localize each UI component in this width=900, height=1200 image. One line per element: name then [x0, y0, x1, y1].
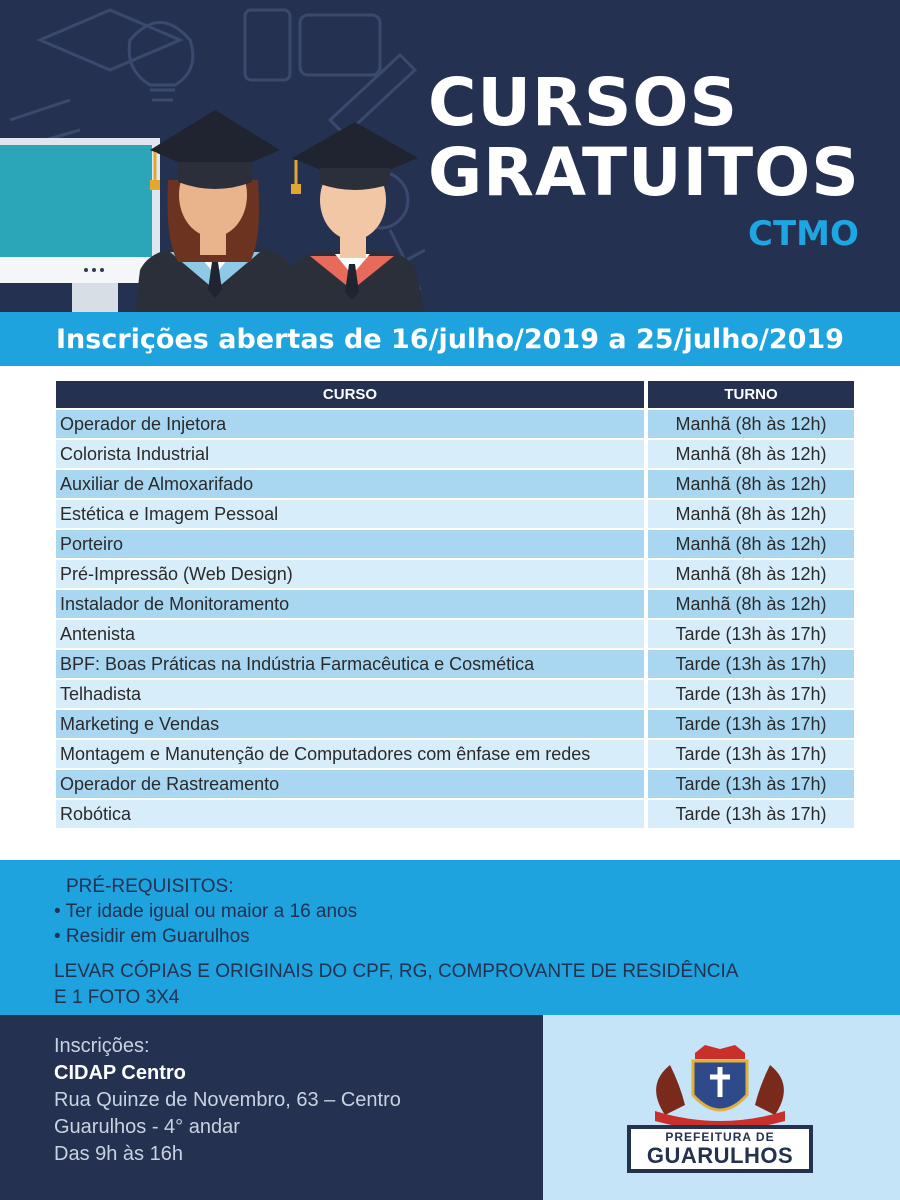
monitor-icon	[0, 138, 160, 312]
table-row	[56, 528, 854, 558]
course-name-cell: BPF: Boas Práticas na Indústria Farmacêutica e Cosmética	[56, 648, 644, 678]
table-body	[56, 408, 854, 828]
shift-cell: Tarde (13h às 17h)	[648, 678, 854, 708]
mortarboard-doodle-icon	[40, 10, 180, 70]
registration-banner	[0, 312, 900, 366]
course-name-cell: Colorista Industrial	[56, 438, 644, 468]
title-line-1: CURSOS	[428, 64, 739, 141]
registration-place: CIDAP Centro	[54, 1062, 186, 1084]
shift-cell: Manhã (8h às 12h)	[648, 558, 854, 588]
shift-cell: Manhã (8h às 12h)	[648, 438, 854, 468]
registration-label: Inscrições:	[54, 1035, 150, 1057]
shift-cell: Tarde (13h às 17h)	[648, 738, 854, 768]
shift-cell: Tarde (13h às 17h)	[648, 708, 854, 738]
course-name-cell: Operador de Rastreamento	[56, 768, 644, 798]
table-header	[56, 381, 854, 408]
prerequisite-item: • Ter idade igual ou maior a 16 anos	[54, 901, 358, 922]
opening-hours: Das 9h às 16h	[54, 1143, 183, 1165]
address-line-1: Rua Quinze de Novembro, 63 – Centro	[54, 1089, 401, 1111]
shift-cell: Tarde (13h às 17h)	[648, 618, 854, 648]
address-line-2: Guarulhos - 4° andar	[54, 1116, 240, 1138]
footer	[0, 1015, 900, 1200]
course-name-cell: Auxiliar de Almoxarifado	[56, 468, 644, 498]
table-row	[56, 798, 854, 828]
lightbulb-base-doodle-icon	[150, 90, 175, 100]
course-name-cell: Estética e Imagem Pessoal	[56, 498, 644, 528]
prerequisites-heading: PRÉ-REQUISITOS:	[66, 876, 234, 897]
course-name-cell: Montagem e Manutenção de Computadores com ênfase em redes	[56, 738, 644, 768]
course-name-cell: Robótica	[56, 798, 644, 828]
course-name-cell: Antenista	[56, 618, 644, 648]
header	[0, 0, 900, 312]
subtitle-ctmo: CTMO	[748, 214, 859, 254]
shift-cell: Tarde (13h às 17h)	[648, 648, 854, 678]
courses-section	[0, 366, 900, 860]
table-row	[56, 438, 854, 468]
course-name-cell: Pré-Impressão (Web Design)	[56, 558, 644, 588]
logo-panel	[543, 1015, 900, 1200]
table-row	[56, 678, 854, 708]
pencil-doodle-icon	[330, 55, 415, 135]
registration-period-text: Inscrições abertas de 16/julho/2019 a 25/julho/2019	[56, 323, 844, 355]
title-line-2: GRATUITOS	[428, 134, 860, 211]
shift-cell: Manhã (8h às 12h)	[648, 468, 854, 498]
course-name-cell: Instalador de Monitoramento	[56, 588, 644, 618]
shift-cell: Manhã (8h às 12h)	[648, 408, 854, 438]
registration-info	[54, 1033, 401, 1168]
table-row	[56, 648, 854, 678]
prerequisites-section	[0, 860, 900, 1015]
bag-doodle-icon	[300, 15, 380, 75]
table-row	[56, 768, 854, 798]
column-header-curso: CURSO	[56, 381, 644, 408]
table-row	[56, 738, 854, 768]
table-row	[56, 708, 854, 738]
course-name-cell: Telhadista	[56, 678, 644, 708]
courses-table	[56, 381, 854, 828]
table-row	[56, 618, 854, 648]
table-row	[56, 558, 854, 588]
phone-doodle-icon	[245, 10, 290, 80]
prefeitura-wordmark	[627, 1125, 813, 1173]
table-row	[56, 408, 854, 438]
table-row	[56, 468, 854, 498]
shift-cell: Manhã (8h às 12h)	[648, 528, 854, 558]
shift-cell: Tarde (13h às 17h)	[648, 798, 854, 828]
coat-of-arms-icon	[625, 1045, 815, 1129]
table-row	[56, 498, 854, 528]
prerequisite-item: • Residir em Guarulhos	[54, 926, 250, 947]
column-header-turno: TURNO	[648, 381, 854, 408]
shift-cell: Manhã (8h às 12h)	[648, 588, 854, 618]
course-name-cell: Operador de Injetora	[56, 408, 644, 438]
shift-cell: Tarde (13h às 17h)	[648, 768, 854, 798]
course-name-cell: Porteiro	[56, 528, 644, 558]
prefeitura-logo	[625, 1045, 815, 1177]
table-row	[56, 588, 854, 618]
logo-line-2: GUARULHOS	[646, 1142, 794, 1168]
logo-line-1: PREFEITURA DE	[665, 1129, 775, 1144]
documents-requirement: LEVAR CÓPIAS E ORIGINAIS DO CPF, RG, COMPROVANTE DE RESIDÊNCIA E 1 FOTO 3X4	[54, 961, 738, 1008]
course-name-cell: Marketing e Vendas	[56, 708, 644, 738]
shift-cell: Manhã (8h às 12h)	[648, 498, 854, 528]
